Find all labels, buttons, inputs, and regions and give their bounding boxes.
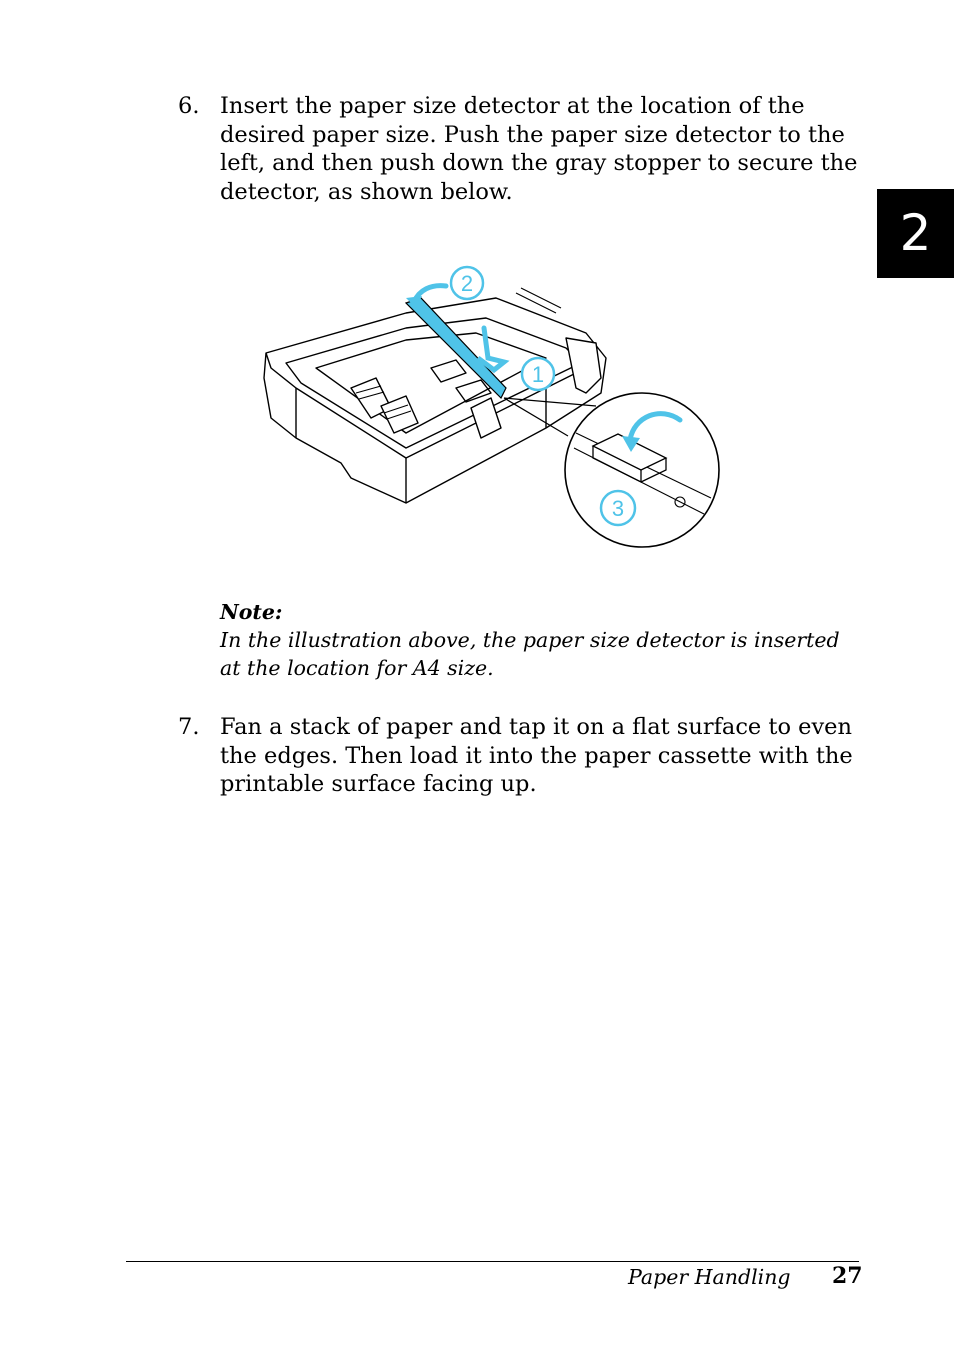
- page-number: 27: [832, 1263, 863, 1289]
- paper-cassette-illustration: [256, 258, 726, 553]
- callout-2: [451, 267, 483, 299]
- step-number: 6.: [178, 93, 200, 119]
- footer-section-title: Paper Handling: [628, 1265, 791, 1289]
- svg-text:2: 2: [460, 271, 474, 296]
- note-text: In the illustration above, the paper size detector is inserted at the location for A4 size.: [220, 628, 840, 680]
- step-number: 7.: [178, 714, 200, 740]
- step-text: Insert the paper size detector at the location of the desired paper size. Push the paper size detector to the left, and then push down the gray stopper to secure the detector, as shown below.: [220, 93, 858, 205]
- note-title: Note:: [220, 600, 283, 624]
- step-7: [178, 713, 868, 803]
- chapter-tab: 2: [877, 189, 954, 278]
- note: [220, 598, 860, 682]
- step-text: Fan a stack of paper and tap it on a flat surface to even the edges. Then load it into the paper cassette with the printable surface facing up.: [220, 714, 853, 797]
- svg-text:3: 3: [611, 496, 625, 521]
- step-6: [178, 92, 868, 212]
- callout-3: [601, 491, 635, 525]
- callout-1: [522, 358, 554, 390]
- svg-text:1: 1: [531, 362, 545, 387]
- footer-rule: [126, 1261, 859, 1262]
- zoom-detail: [565, 393, 719, 547]
